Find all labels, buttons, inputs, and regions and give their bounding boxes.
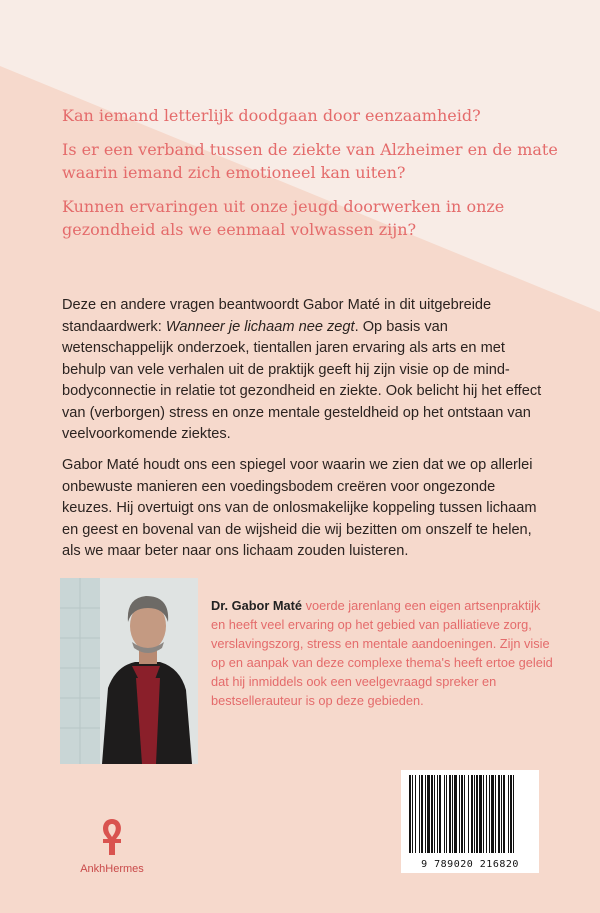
- author-photo: [60, 578, 198, 764]
- question-2: Is er een verband tussen de ziekte van Alzheimer en de mate waarin iemand zich emotioneel kan uiten?: [62, 140, 558, 182]
- description-paragraph-1: Deze en andere vragen beantwoordt Gabor Maté in dit uitgebreide standaardwerk: Wanneer je lichaam nee zegt. Op basis van wetenschappelijk onderzoek, tientallen jaren ervaring als arts en met behulp van vele verhalen uit de praktijk geeft hij zijn visie op de mind-bodyconnectie in relatie tot gezondheid en ziekte. Ook belicht hij het effect van (verborgen) stress en onze mentale gesteldheid op het ontstaan van veelvoorkomende ziektes.: [62, 297, 542, 442]
- publisher-name: AnkhHermes: [80, 863, 144, 875]
- author-name: Dr. Gabor Maté: [211, 598, 303, 613]
- question-1: Kan iemand letterlijk doodgaan door eenzaamheid?: [62, 106, 481, 125]
- isbn-number: 9 789020 216820: [421, 859, 519, 870]
- book-title: Wanneer je lichaam nee zegt: [165, 318, 355, 335]
- description-paragraph-2: Gabor Maté houdt ons een spiegel voor waarin we zien dat we op allerlei onbewuste manieren een voedingsbodem creëren voor ongezonde keuzes. Hij overtuigt ons van de onlosmakelijke koppeling tussen lichaam en geest en bovenal van de wijsheid die wij bezitten om onszelf te helen, als we maar beter naar ons lichaam zouden luisteren.: [62, 457, 537, 559]
- question-3: Kunnen ervaringen uit onze jeugd doorwerken in onze gezondheid als we eenmaal volwassen zijn?: [62, 197, 505, 239]
- author-bio: Dr. Gabor Maté voerde jarenlang een eigen artsenpraktijk en heeft veel ervaring op het gebied van palliatieve zorg, verslavingszorg, stress en mentale aandoeningen. Zijn visie op en aanpak van deze complexe thema's heeft ertoe geleid dat hij inmiddels ook een veelgevraagd spreker en bestsellerauteur is op deze gebieden.: [211, 598, 553, 708]
- ankh-logo-icon: [97, 817, 127, 857]
- barcode: [401, 770, 539, 873]
- publisher-logo: [72, 817, 152, 875]
